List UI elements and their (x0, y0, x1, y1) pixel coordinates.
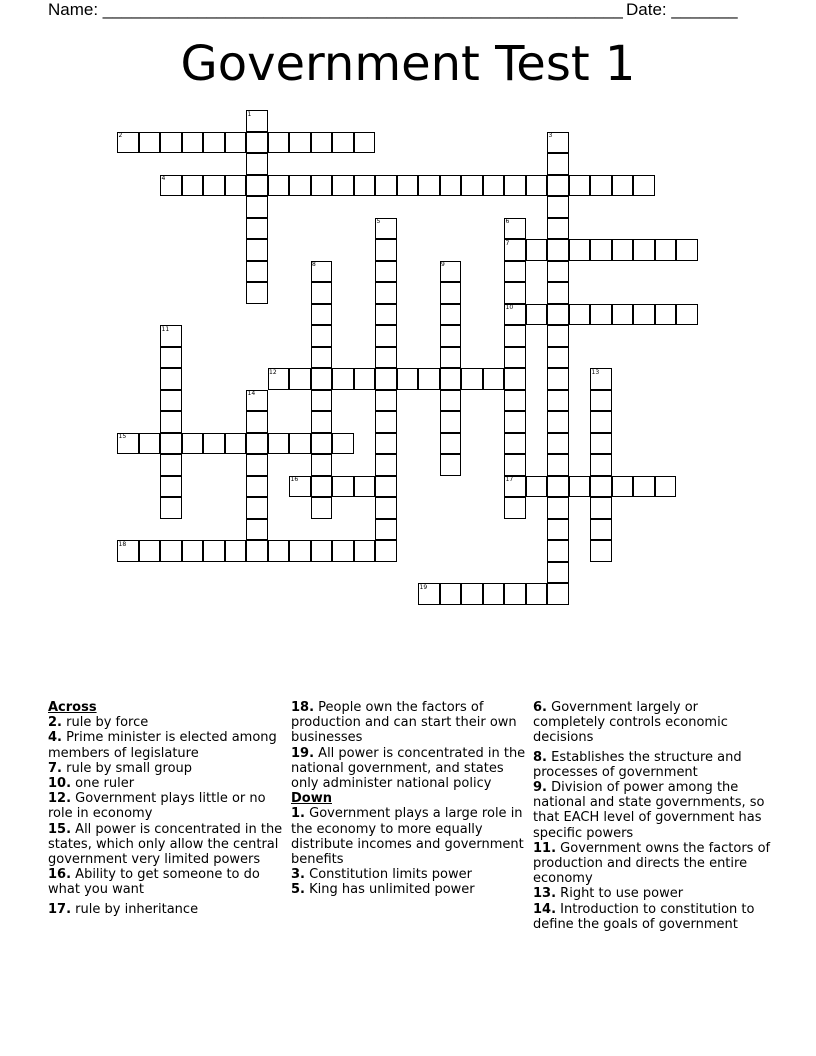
grid-cell[interactable] (332, 476, 354, 498)
grid-cell[interactable] (182, 540, 204, 562)
grid-cell[interactable] (375, 540, 397, 562)
clue-text: one ruler (75, 776, 135, 792)
date-field-line: Date: _______ (626, 0, 738, 19)
clue-number-label: 19 (419, 583, 428, 591)
grid-cell[interactable] (504, 390, 526, 412)
grid-cell[interactable] (612, 175, 634, 197)
grid-cell[interactable] (139, 132, 161, 154)
grid-cell[interactable] (547, 304, 569, 326)
grid-cell[interactable] (225, 433, 247, 455)
grid-cell[interactable] (569, 476, 591, 498)
grid-cell[interactable] (246, 153, 268, 175)
across-heading: Across (48, 700, 97, 715)
grid-cell[interactable] (504, 454, 526, 476)
grid-cell[interactable] (375, 239, 397, 261)
clues-column-2 (291, 700, 526, 898)
grid-cell[interactable] (461, 175, 483, 197)
grid-cell[interactable] (246, 132, 268, 154)
grid-cell[interactable] (246, 540, 268, 562)
grid-cell[interactable] (655, 239, 677, 261)
grid-cell[interactable] (160, 476, 182, 498)
grid-cell[interactable] (440, 304, 462, 326)
grid-cell[interactable] (354, 368, 376, 390)
grid-cell[interactable] (612, 239, 634, 261)
grid-cell[interactable] (590, 411, 612, 433)
grid-cell[interactable] (182, 132, 204, 154)
grid-cell[interactable] (246, 239, 268, 261)
grid-cell[interactable] (547, 218, 569, 240)
grid-cell[interactable] (397, 175, 419, 197)
grid-cell[interactable] (311, 132, 333, 154)
grid-cell[interactable] (633, 304, 655, 326)
clue-across-19 (291, 746, 526, 792)
grid-cell[interactable] (225, 175, 247, 197)
grid-cell[interactable] (160, 433, 182, 455)
grid-cell[interactable] (160, 368, 182, 390)
grid-cell[interactable] (526, 583, 548, 605)
grid-cell[interactable] (504, 282, 526, 304)
grid-cell[interactable] (289, 433, 311, 455)
grid-cell[interactable] (483, 368, 505, 390)
clue-number-label: 1 (247, 110, 252, 118)
grid-cell[interactable] (289, 368, 311, 390)
clue-text: Constitution limits power (309, 867, 472, 883)
grid-cell[interactable] (246, 196, 268, 218)
grid-cell[interactable] (268, 540, 290, 562)
grid-cell[interactable] (203, 132, 225, 154)
grid-cell[interactable] (590, 304, 612, 326)
grid-cell[interactable] (504, 583, 526, 605)
grid-cell[interactable] (590, 239, 612, 261)
grid-cell[interactable] (569, 304, 591, 326)
grid-cell[interactable] (633, 175, 655, 197)
clue-text: Introduction to constitution to define the goals of government (533, 901, 755, 932)
grid-cell[interactable] (354, 540, 376, 562)
clue-down-14 (533, 902, 773, 932)
grid-cell[interactable] (590, 497, 612, 519)
grid-cell[interactable] (440, 583, 462, 605)
clue-down-3 (291, 867, 526, 882)
clue-number-label: 15 (118, 433, 127, 440)
clue-down-5 (291, 882, 526, 897)
clue-number: 19. (291, 745, 315, 761)
grid-cell[interactable] (483, 583, 505, 605)
clue-text: Establishes the structure and processes of government (533, 749, 742, 780)
grid-cell[interactable] (311, 497, 333, 519)
grid-cell[interactable] (397, 368, 419, 390)
grid-cell[interactable] (633, 476, 655, 498)
grid-cell[interactable] (547, 282, 569, 304)
grid-cell[interactable] (375, 368, 397, 390)
clue-number-label: 4 (161, 175, 166, 182)
grid-cell[interactable] (440, 325, 462, 347)
grid-cell[interactable] (160, 497, 182, 519)
grid-cell[interactable] (268, 132, 290, 154)
clue-number: 7. (48, 760, 62, 776)
grid-cell[interactable] (375, 411, 397, 433)
grid-cell[interactable] (354, 476, 376, 498)
grid-cell[interactable] (440, 433, 462, 455)
grid-cell[interactable] (612, 304, 634, 326)
clue-text: People own the factors of production and can start their own businesses (291, 700, 517, 746)
clue-across-17 (48, 902, 288, 917)
clue-number-label: 14 (247, 390, 256, 397)
clue-number: 13. (533, 886, 557, 902)
grid-cell[interactable] (547, 368, 569, 390)
clue-text: Government plays little or no role in economy (48, 791, 266, 822)
grid-cell[interactable] (160, 132, 182, 154)
grid-cell[interactable] (569, 175, 591, 197)
grid-cell[interactable] (655, 304, 677, 326)
grid-cell[interactable] (246, 261, 268, 283)
grid-cell[interactable] (311, 476, 333, 498)
clue-text: rule by inheritance (75, 901, 199, 917)
clue-text: Prime minister is elected among members of legislature (48, 730, 277, 761)
grid-cell[interactable] (375, 476, 397, 498)
grid-cell[interactable] (311, 325, 333, 347)
grid-cell[interactable] (569, 239, 591, 261)
grid-cell[interactable] (547, 519, 569, 541)
grid-cell[interactable] (547, 390, 569, 412)
grid-cell[interactable] (504, 433, 526, 455)
grid-cell[interactable] (504, 368, 526, 390)
name-field-line: Name: _______________________________________________________ (48, 0, 623, 19)
grid-cell[interactable] (547, 325, 569, 347)
grid-cell[interactable] (547, 562, 569, 584)
grid-cell[interactable] (504, 411, 526, 433)
down-heading: Down (291, 791, 332, 807)
grid-cell[interactable] (332, 368, 354, 390)
grid-cell[interactable] (311, 411, 333, 433)
clue-text: Government largely or completely controls economic decisions (533, 700, 728, 746)
grid-cell[interactable] (203, 175, 225, 197)
grid-cell[interactable] (182, 175, 204, 197)
clue-number: 16. (48, 867, 72, 883)
clue-number: 5. (291, 882, 305, 898)
grid-cell[interactable] (354, 132, 376, 154)
grid-cell[interactable] (246, 454, 268, 476)
clue-number-label: 3 (548, 132, 553, 139)
grid-cell[interactable] (375, 347, 397, 369)
clue-across-12 (48, 791, 288, 821)
grid-cell[interactable] (526, 239, 548, 261)
clue-across-10 (48, 776, 288, 791)
clue-number-label: 6 (505, 218, 510, 225)
grid-cell[interactable] (590, 540, 612, 562)
grid-cell[interactable] (375, 454, 397, 476)
grid-cell[interactable] (547, 196, 569, 218)
grid-cell[interactable] (268, 175, 290, 197)
grid-cell[interactable] (332, 132, 354, 154)
clue-across-2 (48, 715, 288, 730)
page-title: Government Test 1 (180, 36, 636, 92)
grid-cell[interactable] (547, 476, 569, 498)
grid-cell[interactable] (375, 433, 397, 455)
clue-number: 9. (533, 780, 547, 796)
grid-cell[interactable] (418, 175, 440, 197)
grid-cell[interactable] (289, 132, 311, 154)
grid-cell[interactable] (612, 476, 634, 498)
grid-cell[interactable] (547, 261, 569, 283)
grid-cell[interactable] (375, 175, 397, 197)
grid-cell[interactable] (655, 476, 677, 498)
grid-cell[interactable] (311, 454, 333, 476)
clue-number: 10. (48, 776, 72, 792)
grid-cell[interactable] (246, 519, 268, 541)
grid-cell[interactable] (246, 476, 268, 498)
clue-text: Government owns the factors of production and directs the entire economy (533, 840, 771, 887)
clue-number-label: 11 (161, 325, 170, 333)
grid-cell[interactable] (311, 368, 333, 390)
clue-number: 8. (533, 749, 547, 765)
clue-number-label: 17 (505, 476, 514, 483)
clue-number: 6. (533, 700, 547, 715)
grid-cell[interactable] (633, 239, 655, 261)
grid-cell[interactable] (160, 454, 182, 476)
grid-cell[interactable] (375, 282, 397, 304)
grid-cell[interactable] (590, 476, 612, 498)
clue-number-label: 10 (505, 304, 514, 311)
grid-cell[interactable] (461, 368, 483, 390)
grid-cell[interactable] (311, 540, 333, 562)
grid-cell[interactable] (440, 390, 462, 412)
grid-cell[interactable] (246, 282, 268, 304)
grid-cell[interactable] (375, 519, 397, 541)
grid-cell[interactable] (311, 175, 333, 197)
grid-cell[interactable] (375, 304, 397, 326)
grid-cell[interactable] (440, 368, 462, 390)
grid-cell[interactable] (203, 433, 225, 455)
grid-cell[interactable] (547, 454, 569, 476)
grid-cell[interactable] (590, 519, 612, 541)
grid-cell[interactable] (268, 433, 290, 455)
grid-cell[interactable] (504, 347, 526, 369)
clue-number: 15. (48, 821, 72, 837)
clue-number-label: 9 (441, 261, 445, 268)
grid-cell[interactable] (547, 347, 569, 369)
clue-number: 4. (48, 730, 62, 746)
grid-cell[interactable] (160, 347, 182, 369)
clue-number: 17. (48, 901, 72, 917)
grid-cell[interactable] (375, 261, 397, 283)
grid-cell[interactable] (590, 433, 612, 455)
grid-cell[interactable] (590, 454, 612, 476)
clue-text: All power is concentrated in the national government, and states only administer national policy (291, 745, 526, 792)
grid-cell[interactable] (375, 325, 397, 347)
clue-down-8 (533, 750, 773, 780)
grid-cell[interactable] (526, 304, 548, 326)
clue-down-11 (533, 841, 773, 887)
grid-cell[interactable] (375, 497, 397, 519)
clues-column-3 (533, 700, 773, 932)
grid-cell[interactable] (246, 411, 268, 433)
clue-text: Division of power among the national and state governments, so that EACH level of government has specific powers (533, 780, 765, 841)
grid-cell[interactable] (547, 239, 569, 261)
clue-text: Government plays a large role in the economy to more equally distribute incomes and government benefits (291, 806, 524, 868)
grid-cell[interactable] (547, 411, 569, 433)
grid-cell[interactable] (139, 540, 161, 562)
clue-across-7 (48, 761, 288, 776)
grid-cell[interactable] (526, 175, 548, 197)
grid-cell[interactable] (547, 175, 569, 197)
grid-cell[interactable] (160, 411, 182, 433)
clue-number: 18. (291, 700, 315, 715)
clue-number-label: 12 (269, 368, 277, 376)
grid-cell[interactable] (332, 540, 354, 562)
grid-cell[interactable] (504, 325, 526, 347)
clue-across-15 (48, 822, 288, 868)
clue-number-label: 5 (376, 218, 381, 225)
grid-cell[interactable] (504, 497, 526, 519)
clue-number: 1. (291, 806, 305, 822)
grid-cell[interactable] (547, 583, 569, 605)
grid-cell[interactable] (547, 540, 569, 562)
grid-cell[interactable] (225, 132, 247, 154)
grid-cell[interactable] (160, 390, 182, 412)
clue-number-label: 8 (312, 261, 316, 268)
clue-text: All power is concentrated in the states, which only allow the central government very limited powers (48, 821, 283, 868)
grid-cell[interactable] (440, 175, 462, 197)
grid-cell[interactable] (246, 175, 268, 197)
grid-cell[interactable] (483, 175, 505, 197)
grid-cell[interactable] (311, 304, 333, 326)
clue-number: 2. (48, 715, 62, 731)
clue-across-18 (291, 700, 526, 746)
grid-cell[interactable] (160, 540, 182, 562)
grid-cell[interactable] (354, 175, 376, 197)
clue-number-label: 18 (118, 540, 127, 548)
clue-across-4 (48, 730, 288, 760)
grid-cell[interactable] (676, 239, 698, 261)
grid-cell[interactable] (332, 433, 354, 455)
grid-cell[interactable] (139, 433, 161, 455)
grid-cell[interactable] (311, 347, 333, 369)
grid-cell[interactable] (311, 390, 333, 412)
clue-number: 3. (291, 867, 305, 883)
clue-down-13 (533, 886, 773, 901)
grid-cell[interactable] (547, 497, 569, 519)
grid-cell[interactable] (590, 175, 612, 197)
grid-cell[interactable] (246, 497, 268, 519)
grid-cell[interactable] (590, 390, 612, 412)
grid-cell[interactable] (418, 368, 440, 390)
grid-cell[interactable] (504, 175, 526, 197)
clue-down-1 (291, 806, 526, 867)
grid-cell[interactable] (332, 175, 354, 197)
grid-cell[interactable] (547, 433, 569, 455)
clue-number-label: 7 (505, 239, 510, 247)
clues-column-1 (48, 700, 288, 917)
grid-cell[interactable] (440, 347, 462, 369)
clue-number-label: 2 (118, 132, 123, 139)
clue-number: 14. (533, 901, 557, 917)
clue-number-label: 16 (290, 476, 299, 483)
grid-cell[interactable] (246, 218, 268, 240)
clue-number-label: 13 (591, 368, 600, 376)
grid-cell[interactable] (504, 261, 526, 283)
grid-cell[interactable] (311, 282, 333, 304)
grid-cell[interactable] (440, 411, 462, 433)
clue-number: 11. (533, 840, 557, 856)
clue-down-6 (533, 700, 773, 746)
clue-text: Right to use power (560, 886, 684, 902)
grid-cell[interactable] (182, 433, 204, 455)
grid-cell[interactable] (375, 390, 397, 412)
clue-down-9 (533, 780, 773, 841)
clue-number: 12. (48, 791, 72, 807)
clue-text: Ability to get someone to do what you want (48, 867, 260, 898)
grid-cell[interactable] (440, 454, 462, 476)
clue-text: King has unlimited power (309, 882, 475, 898)
grid-cell[interactable] (461, 583, 483, 605)
grid-cell[interactable] (440, 282, 462, 304)
clue-text: rule by force (66, 715, 149, 731)
grid-cell[interactable] (547, 153, 569, 175)
grid-cell[interactable] (225, 540, 247, 562)
grid-cell[interactable] (311, 433, 333, 455)
grid-cell[interactable] (289, 175, 311, 197)
grid-cell[interactable] (676, 304, 698, 326)
clue-text: rule by small group (66, 760, 193, 776)
grid-cell[interactable] (526, 476, 548, 498)
grid-cell[interactable] (246, 433, 268, 455)
grid-cell[interactable] (289, 540, 311, 562)
clue-across-16 (48, 867, 288, 897)
grid-cell[interactable] (203, 540, 225, 562)
